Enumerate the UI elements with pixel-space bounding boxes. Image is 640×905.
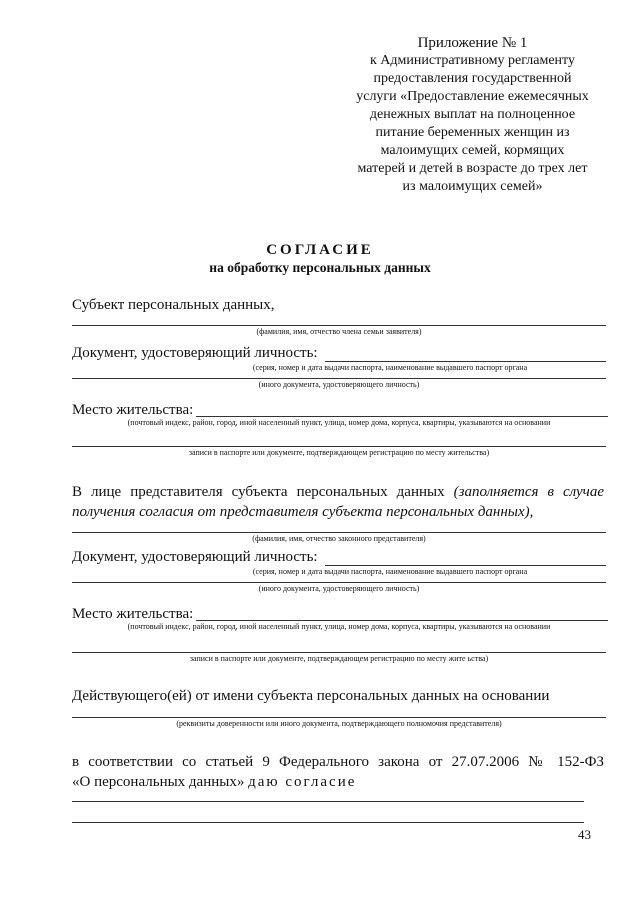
- consent-line-b[interactable]: [72, 822, 584, 823]
- residence1-caption-2: записи в паспорте или документе, подтверждающем регистрацию по месту жительства): [188, 448, 490, 457]
- residence2-line-b[interactable]: [72, 652, 606, 653]
- representative-text: В лице представителя субъекта персональных данных: [72, 484, 445, 500]
- subject-name-caption: (фамилия, имя, отчество члена семьи заявителя): [256, 327, 422, 336]
- doc2-label: Документ, удостоверяющий личность:: [72, 549, 318, 565]
- document-title: СОГЛАСИЕ: [266, 242, 374, 258]
- annex-line: малоимущих семей, кормящих: [380, 143, 565, 158]
- doc2-caption-2: (иного документа, удостоверяющего личность): [258, 584, 420, 593]
- residence1-caption-1: (почтовый индекс, район, город, иной населенный пункт, улица, номер дома, корпуса, квартиры, указываются на основании: [127, 418, 551, 427]
- representative-name-caption: (фамилия, имя, отчество законного представителя): [252, 534, 426, 543]
- annex-line: матерей и детей в возрасте до трех лет: [357, 161, 588, 176]
- consent-law-name: «О персональных данных»: [72, 774, 245, 790]
- annex-line: к Административному регламенту: [370, 53, 575, 68]
- page-number: 43: [578, 827, 591, 842]
- basis-line[interactable]: [72, 717, 606, 718]
- consent-line-1: в соответствии со статьей 9 Федерального закона от 27.07.2006 № 152-ФЗ: [72, 754, 604, 770]
- doc2-line-b[interactable]: [72, 582, 606, 583]
- consent-paragraph: [72, 752, 604, 792]
- doc1-label: Документ, удостоверяющий личность:: [72, 345, 318, 361]
- residence2-caption-2: записи в паспорте или документе, подтверждающем регистрацию по месту жите ьства): [189, 654, 489, 663]
- consent-phrase: даю согласие: [248, 774, 357, 790]
- doc1-caption-1: (серия, номер и дата выдачи паспорта, наименование выдавшего паспорт органа: [252, 363, 528, 372]
- document-subtitle: на обработку персональных данных: [209, 260, 431, 275]
- annex-line: из малоимущих семей»: [402, 179, 543, 194]
- residence2-line-a[interactable]: [196, 620, 608, 621]
- consent-line-a[interactable]: [72, 801, 584, 802]
- residence1-label: Место жительства:: [72, 402, 194, 418]
- residence2-label: Место жительства:: [72, 606, 194, 622]
- subject-name-line[interactable]: [72, 325, 606, 326]
- annex-line: питание беременных женщин из: [375, 125, 570, 140]
- residence2-caption-1: (почтовый индекс, район, город, иной населенный пункт, улица, номер дома, корпуса, квартиры, указываются на основании: [127, 622, 551, 631]
- representative-note: (заполняется в случае: [453, 484, 604, 500]
- doc1-line-a[interactable]: [325, 361, 606, 362]
- annex-line: Приложение № 1: [417, 35, 528, 51]
- annex-line: предоставления государственной: [373, 71, 572, 86]
- representative-name-line[interactable]: [72, 532, 606, 533]
- basis-label: Действующего(ей) от имени субъекта персональных данных на основании: [72, 688, 550, 704]
- annex-block: [330, 34, 615, 196]
- annex-line: денежных выплат на полноценное: [369, 107, 576, 122]
- doc1-line-b[interactable]: [72, 378, 606, 379]
- doc2-caption-1: (серия, номер и дата выдачи паспорта, наименование выдавшего паспорт органа: [252, 567, 528, 576]
- representative-paragraph: [72, 482, 604, 522]
- basis-caption: (реквизиты доверенности или иного документа, подтверждающего полномочия представителя): [176, 719, 502, 728]
- residence1-line-b[interactable]: [72, 446, 606, 447]
- representative-note-cont: получения согласия от представителя субъекта персональных данных),: [72, 504, 534, 520]
- residence1-line-a[interactable]: [196, 416, 608, 417]
- doc1-caption-2: (иного документа, удостоверяющего личность): [258, 380, 420, 389]
- annex-line: услуги «Предоставление ежемесячных: [356, 89, 589, 104]
- doc2-line-a[interactable]: [325, 565, 606, 566]
- subject-label: Субъект персональных данных,: [72, 297, 275, 313]
